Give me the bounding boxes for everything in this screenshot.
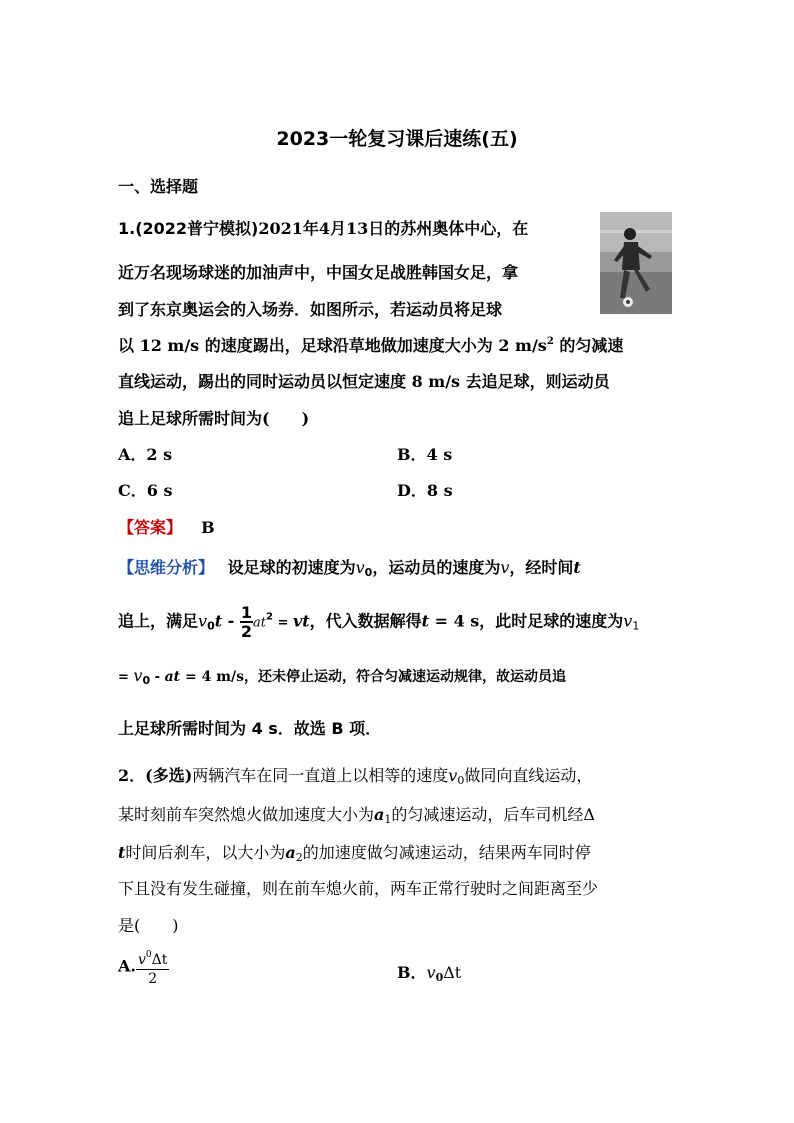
q1-line-5: 直线运动，踢出的同时运动员以恒定速度 8 m/s 去追足球，则运动员 <box>118 372 610 391</box>
q1-analysis-line-1: 【思维分析】 设足球的初速度为$v_0$，运动员的速度为v，经时间t <box>118 558 581 579</box>
q1-line-4: 以 12 m/s 的速度踢出，足球沿草地做加速度大小为 2 $m/s^2$ 的匀减速 <box>118 336 624 355</box>
q1-prefix: 1.(2022普宁模拟) <box>118 219 259 238</box>
q1-option-d[interactable]: D．8 s <box>397 481 453 500</box>
q1-line-6: 追上足球所需时间为( ) <box>118 409 310 428</box>
q1-line-3: 到了东京奥运会的入场券．如图所示，若运动员将足球 <box>118 300 503 319</box>
soccer-player-photo <box>600 212 672 314</box>
q2-option-b[interactable]: B．$v_0\Delta t$ <box>397 963 462 984</box>
fraction-one-half: $\frac{1}{2}$ <box>240 603 253 641</box>
q1-line-2: 近万名现场球迷的加油声中，中国女足战胜韩国女足，拿 <box>118 263 519 282</box>
q2-line-2: 某时刻前车突然熄火做加速度大小为$a_1$的匀减速运动，后车司机经Δ <box>118 805 595 826</box>
q1-option-a[interactable]: A．2 s <box>118 445 173 464</box>
q1-analysis-line-4: 上足球所需时间为 4 s．故选 B 项． <box>118 719 382 738</box>
q1-line-1: 1.(2022普宁模拟)2021年4月13日的苏州奥体中心，在 <box>118 219 529 238</box>
section-heading: 一、选择题 <box>118 177 199 196</box>
q2-line-5: 是( ) <box>118 916 179 935</box>
q2-line-1: 2．(多选)两辆汽车在同一直道上以相等的速度$v_0$做同向直线运动， <box>118 766 593 787</box>
q1-answer <box>118 515 215 538</box>
q2-option-a[interactable]: A. $\frac{v^0\Delta t}{2}$ <box>118 946 169 988</box>
q2-option-a-fraction: $\frac{v^0\Delta t}{2}$ <box>136 946 169 988</box>
q2-line-4: 下且没有发生碰撞，则在前车熄火前，两车正常行驶时之间距离至少 <box>118 879 599 898</box>
page-title: 2023一轮复习课后速练(五) <box>276 128 518 150</box>
q1-option-b[interactable]: B．4 s <box>397 445 453 464</box>
q2-line-3: t时间后刹车，以大小为$a_2$的加速度做匀减速运动，结果两车同时停 <box>118 843 591 864</box>
q2-prefix: 2．(多选) <box>118 766 193 785</box>
analysis-label: 【思维分析】 <box>118 558 215 577</box>
q1-analysis-line-3: = $v_0$ - at = 4 m/s，还未停止运动，符合匀减速运动规律，故运动员追 <box>118 666 567 687</box>
answer-label: 【答案】 <box>118 518 183 537</box>
q1-option-c[interactable]: C．6 s <box>118 481 173 500</box>
q1-analysis-line-2: 追上，满足$v_0t$ - $\frac{1}{2}$ $at^2$ = vt，代入数据解得t = 4 s，此时足球的速度为$v_1$ <box>118 603 640 641</box>
answer-value: B <box>201 518 215 537</box>
